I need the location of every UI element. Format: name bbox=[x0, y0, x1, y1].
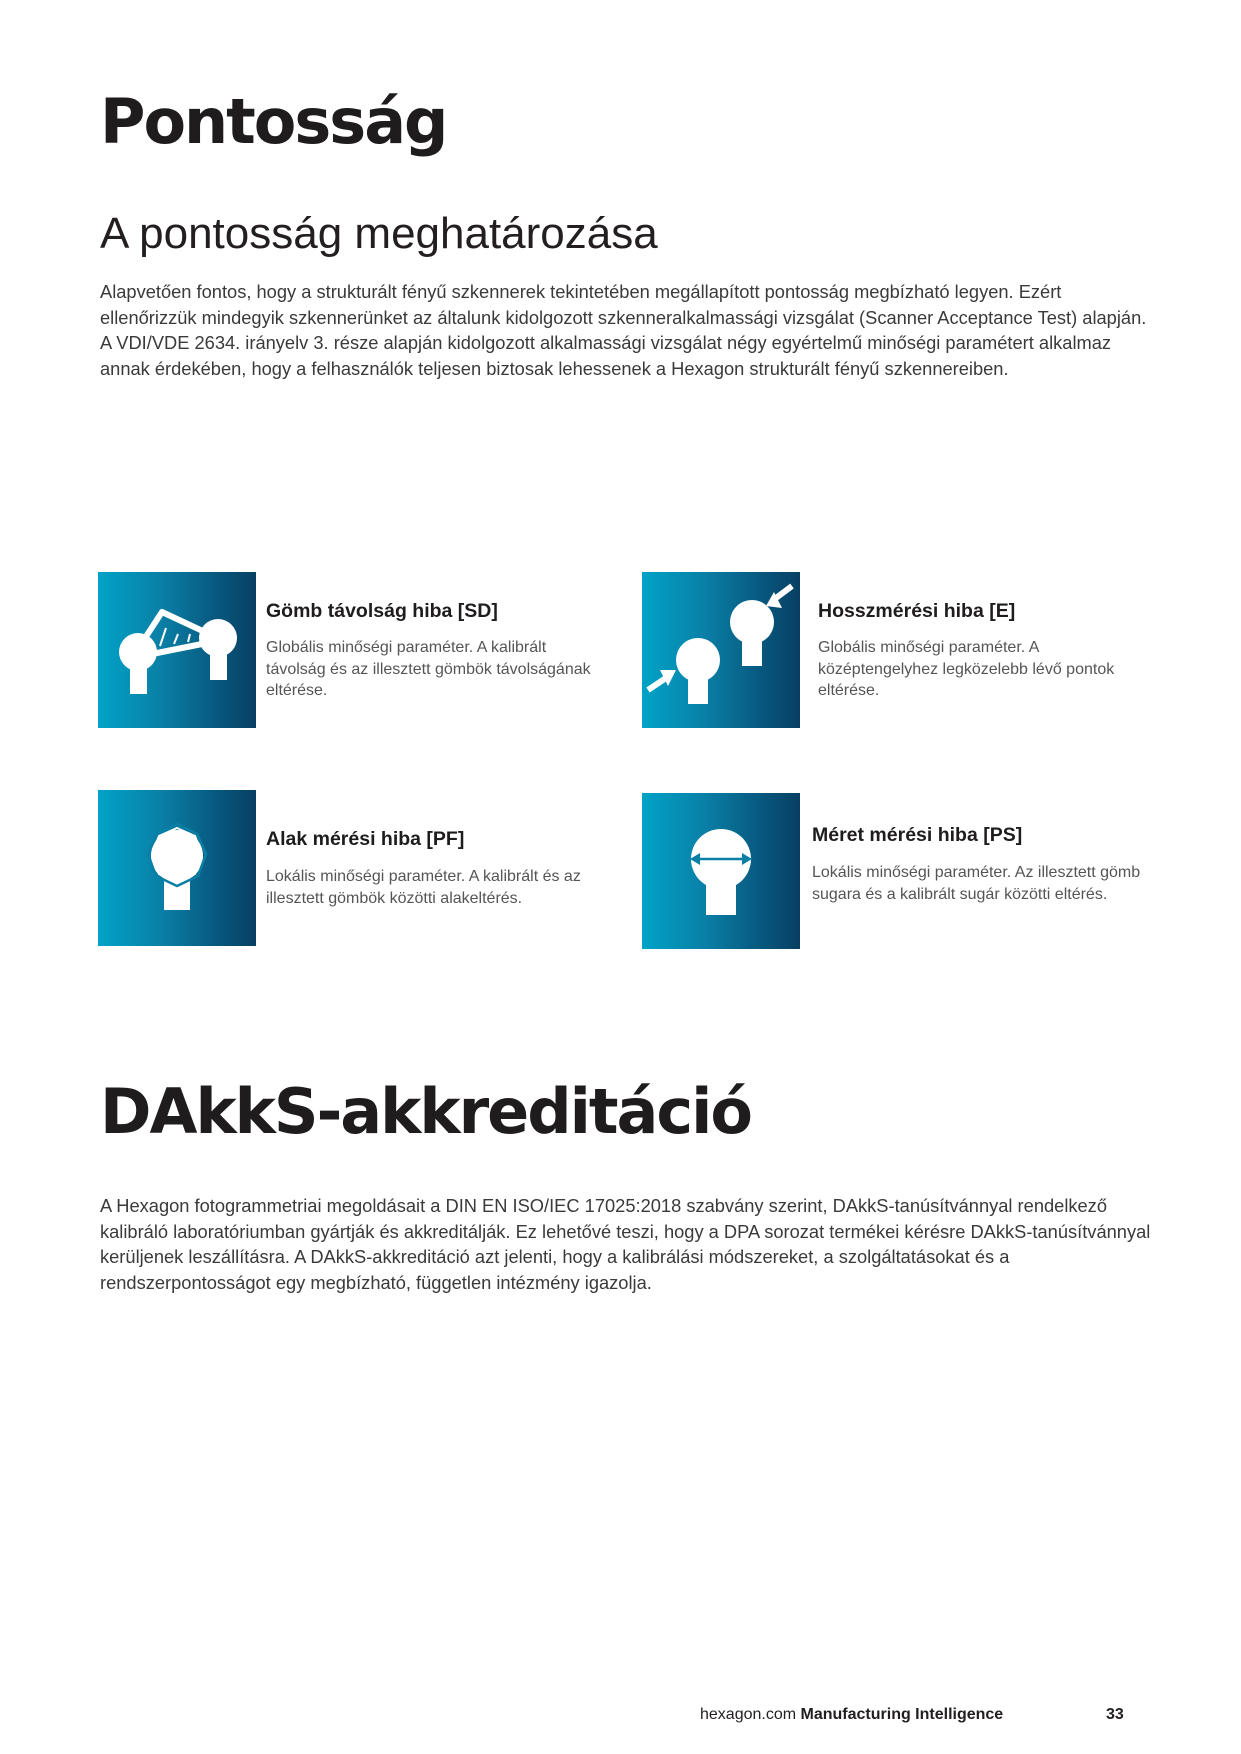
footer-site-link[interactable]: hexagon.com bbox=[700, 1706, 797, 1723]
parameter-title: Alak mérési hiba [PF] bbox=[266, 828, 465, 850]
sphere-distance-icon bbox=[98, 572, 256, 728]
parameter-title: Hosszmérési hiba [E] bbox=[818, 600, 1016, 622]
parameter-description: Globális minőségi paraméter. A kalibrált távolság és az illesztett gömbök távolságának eltérése. bbox=[266, 639, 591, 699]
length-error-icon bbox=[642, 572, 800, 728]
page-footer bbox=[700, 1706, 1130, 1724]
accreditation-paragraph: A Hexagon fotogrammetriai megoldásait a DIN EN ISO/IEC 17025:2018 szabvány szerint, DAkkS-tanúsítvánnyal rendelkező kalibráló laboratóriumban gyártják és akkreditálják. Ez lehetővé teszi, hogy a DPA sorozat termékei kérésre DAkkS-tanúsítvánnyal kerüljenek leszállításra. A DAkkS-akkreditáció azt jelenti, hogy a kalibrálási módszereket, a szolgáltatásokat és a rendszerpontosságot egy megbízható, független intézmény igazolja. bbox=[100, 1195, 1151, 1293]
intro-paragraph: Alapvetően fontos, hogy a strukturált fényű szkennerek tekintetében megállapított pontosság megbízható legyen. Ezért ellenőrizzük mindegyik szkennerünket az általunk kidolgozott szkenneralkalmassági vizsgálat (Scanner Acceptance Test) alapján. A VDI/VDE 2634. irányelv 3. része alapján kidolgozott alkalmassági vizsgálat négy egyértelmű minőségi paramétert alkalmaz annak érdekében, hogy a felhasználók teljesen biztosak lehessenek a Hexagon strukturált fényű szkennereiben. bbox=[100, 281, 1147, 379]
parameter-description: Lokális minőségi paraméter. Az illesztett gömb sugara és a kalibrált sugár közötti eltérés. bbox=[812, 864, 1141, 903]
accreditation-title: DAkkS-akkreditáció bbox=[100, 1075, 751, 1148]
form-error-icon bbox=[98, 790, 256, 946]
parameter-title: Gömb távolság hiba [SD] bbox=[266, 600, 498, 622]
parameter-description: Lokális minőségi paraméter. A kalibrált és az illesztett gömbök közötti alakeltérés. bbox=[266, 868, 581, 907]
page-number: 33 bbox=[1106, 1706, 1124, 1723]
parameter-description: Globális minőségi paraméter. A középtengelyhez legközelebb lévő pontok eltérése. bbox=[818, 639, 1115, 699]
section-subtitle: A pontosság meghatározása bbox=[100, 209, 658, 258]
footer-section: Manufacturing Intelligence bbox=[800, 1706, 1004, 1723]
parameter-title: Méret mérési hiba [PS] bbox=[812, 824, 1023, 846]
page-title: Pontosság bbox=[100, 85, 447, 158]
size-error-icon bbox=[642, 793, 800, 949]
